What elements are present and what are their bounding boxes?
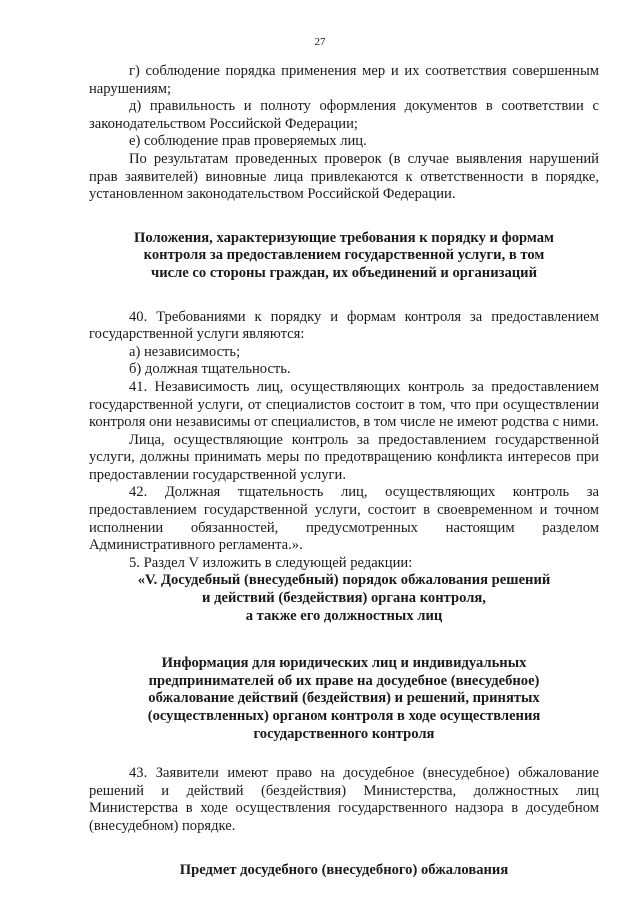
section-heading-control-requirements (89, 230, 599, 283)
paragraph-results: По результатам проведенных проверок (в случае выявления нарушений прав заявителей) виновные лица привлекаются к ответственности в порядке, установленном законодательством Российской Федерации. (89, 150, 599, 203)
paragraph-40a: а) независимость; (129, 343, 241, 360)
section-heading-appeal-procedure (89, 572, 599, 625)
paragraph-40: 40. Требованиями к порядку и формам контроля за предоставлением государственной услуги являются: (89, 308, 599, 343)
paragraph-5: 5. Раздел V изложить в следующей редакции: (129, 554, 413, 571)
heading-line: Положения, характеризующие требования к порядку и формам (134, 229, 554, 246)
heading-line: Информация для юридических лиц и индивидуальных (161, 655, 527, 672)
section-heading-appeal-information (89, 655, 599, 743)
heading-line: числе со стороны граждан, их объединений и организаций (150, 264, 537, 281)
heading-line: «V. Досудебный (внесудебный) порядок обжалования решений (137, 572, 551, 589)
paragraph-g: г) соблюдение порядка применения мер и их соответствия совершенным нарушениям; (89, 63, 599, 97)
page-number: 27 (314, 36, 326, 48)
paragraph-41: 41. Независимость лиц, осуществляющих контроль за предоставлением государственной услуги, от специалистов состоит в том, что при осуществлении контроля они независимы от специалистов, в том числе не имеют родства с ними. (89, 378, 599, 431)
heading-line: а также его должностных лиц (245, 607, 443, 624)
heading-line: и действий (бездействия) органа контроля, (202, 590, 486, 607)
heading-line: предпринимателей об их праве на досудебное (внесудебное) (148, 672, 540, 689)
section-heading-appeal-subject: Предмет досудебного (внесудебного) обжалования (179, 861, 509, 878)
heading-line: контроля за предоставлением государственной услуги, в том (143, 247, 545, 264)
paragraph-d: д) правильность и полноту оформления документов в соответствии с законодательством Российской Федерации; (89, 98, 599, 132)
heading-line: обжалование действий (бездействия) и решений, принятых (148, 690, 540, 707)
document-body (89, 63, 599, 879)
paragraph-e: е) соблюдение прав проверяемых лиц. (129, 133, 367, 150)
paragraph-42: 42. Должная тщательность лиц, осуществляющих контроль за предоставлением государственной услуги, состоит в своевременном и точном исполнении обязанностей, предусмотренных настоящим разделом Административного регламента.». (89, 484, 599, 554)
heading-line: государственного контроля (253, 725, 435, 742)
paragraph-40b: б) должная тщательность. (129, 361, 291, 378)
paragraph-41b: Лица, осуществляющие контроль за предоставлением государственной услуги, должны принимать меры по предотвращению конфликта интересов при предоставлении государственной услуги. (89, 431, 599, 483)
heading-line: (осуществленных) органом контроля в ходе осуществления (147, 708, 541, 724)
paragraph-43: 43. Заявители имеют право на досудебное (внесудебное) обжалование решений и действий (бездействия) Министерства, должностных лиц Министерства в ходе осуществления государственного надзора в досудебном (внесудебном) порядке. (89, 765, 599, 834)
